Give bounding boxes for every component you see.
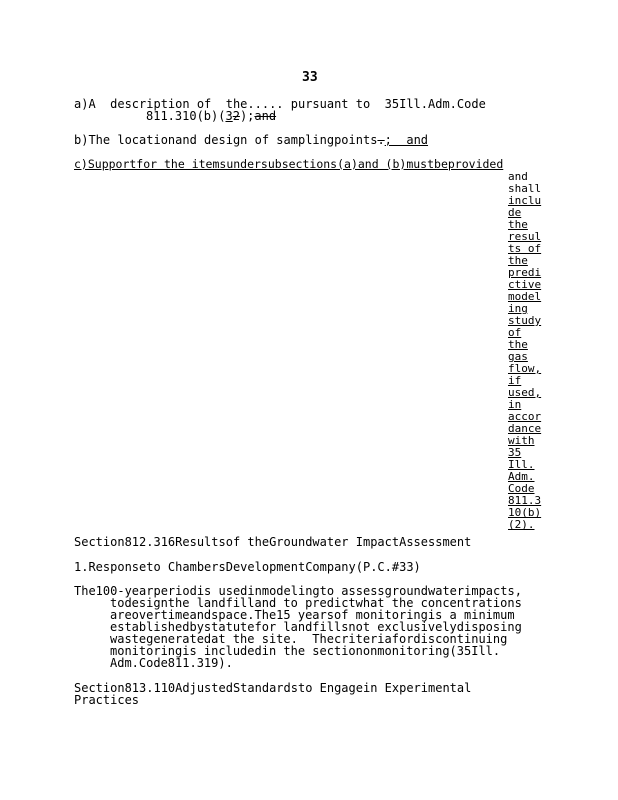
- page-number: 33: [302, 70, 318, 85]
- item-b-deleted: .: [377, 133, 385, 147]
- response-line-4: establishedbystatutefor landfillsnot exclusivelydisposing: [110, 620, 522, 634]
- item-a-line2: [146, 110, 276, 122]
- item-a-close: );: [239, 109, 255, 123]
- item-c-column-fragment: accor: [508, 410, 542, 423]
- item-c-column-fragment: if: [508, 374, 522, 387]
- item-c-column-fragment: resul: [508, 230, 542, 243]
- item-c-column-fragment: study: [508, 314, 542, 327]
- item-c-column-fragment: ing: [508, 302, 528, 315]
- item-c-column-fragment: (2).: [508, 518, 535, 531]
- section-812-heading: Section812.316Resultsof theGroundwater ImpactAssessment: [74, 535, 472, 549]
- item-a-inserted-digit: 3: [225, 109, 233, 123]
- item-c-column-fragment: shall: [508, 182, 542, 195]
- item-c-column-fragment: used,: [508, 386, 542, 399]
- item-c-column-fragment: Code: [508, 482, 535, 495]
- response-line-6: monitoringis includedin the sectiononmonitoring(35Ill.: [110, 644, 501, 658]
- item-c-column-fragment: in: [508, 398, 522, 411]
- item-c-column-fragment: inclu: [508, 194, 542, 207]
- item-b-text: b)The locationand design of samplingpoints: [74, 133, 378, 147]
- response-line-7: Adm.Code811.319).: [110, 656, 233, 670]
- item-a-citation: 811.310(b)(: [146, 109, 226, 123]
- response-line-2: todesignthe landfilland to predictwhat the concentrations: [110, 596, 522, 610]
- item-c-column-fragment: model: [508, 290, 542, 303]
- item-c-column-fragment: flow,: [508, 362, 542, 375]
- section-813-heading-line2: Practices: [74, 693, 140, 707]
- item-a-deleted-digit: 2: [232, 109, 240, 123]
- item-c-column-fragment: with: [508, 434, 535, 447]
- item-a-deleted-and: and: [254, 109, 277, 123]
- response-line-3: areovertimeandspace.The15 yearsof monitoringis a minimum: [110, 608, 515, 622]
- item-c-column-fragment: de: [508, 206, 522, 219]
- section-813-heading-line1: Section813.110AdjustedStandardsto Engagein Experimental: [74, 681, 472, 695]
- item-c-column-fragment: gas: [508, 350, 528, 363]
- item-c-column-fragment: and: [508, 170, 528, 183]
- item-c-column-fragment: dance: [508, 422, 542, 435]
- item-c-column-fragment: 811.3: [508, 494, 542, 507]
- item-a-line1: a)A description of the..... pursuant to 35Ill.Adm.Code: [74, 97, 486, 111]
- item-c-column-fragment: 35: [508, 446, 522, 459]
- item-c-column-fragment: the: [508, 218, 528, 231]
- item-c-column-fragment: ctive: [508, 278, 542, 291]
- item-c-column-fragment: 10(b): [508, 506, 542, 519]
- item-c-column-fragment: the: [508, 254, 528, 267]
- item-c-column-fragment: Ill.: [508, 458, 535, 471]
- item-c-column-fragment: of: [508, 326, 522, 339]
- item-b-added: ; and: [384, 133, 429, 147]
- item-b: [74, 134, 428, 146]
- item-c-column-fragment: ts of: [508, 242, 542, 255]
- item-c-column-fragment: predi: [508, 266, 542, 279]
- response-heading: 1.Responseto ChambersDevelopmentCompany(P.C.#33): [74, 560, 421, 574]
- response-line-5: wastegeneratedat the site. Thecriteriafordiscontinuing: [110, 632, 508, 646]
- item-c-wrapped-column: [508, 171, 554, 531]
- item-c-column-fragment: the: [508, 338, 528, 351]
- item-c-column-fragment: Adm.: [508, 470, 535, 483]
- item-c-text: c)Supportfor the itemsundersubsections(a)and (b)mustbeprovided: [74, 157, 504, 171]
- response-line-1: The100-yearperiodis usedinmodelingto assessgroundwaterimpacts,: [74, 584, 522, 598]
